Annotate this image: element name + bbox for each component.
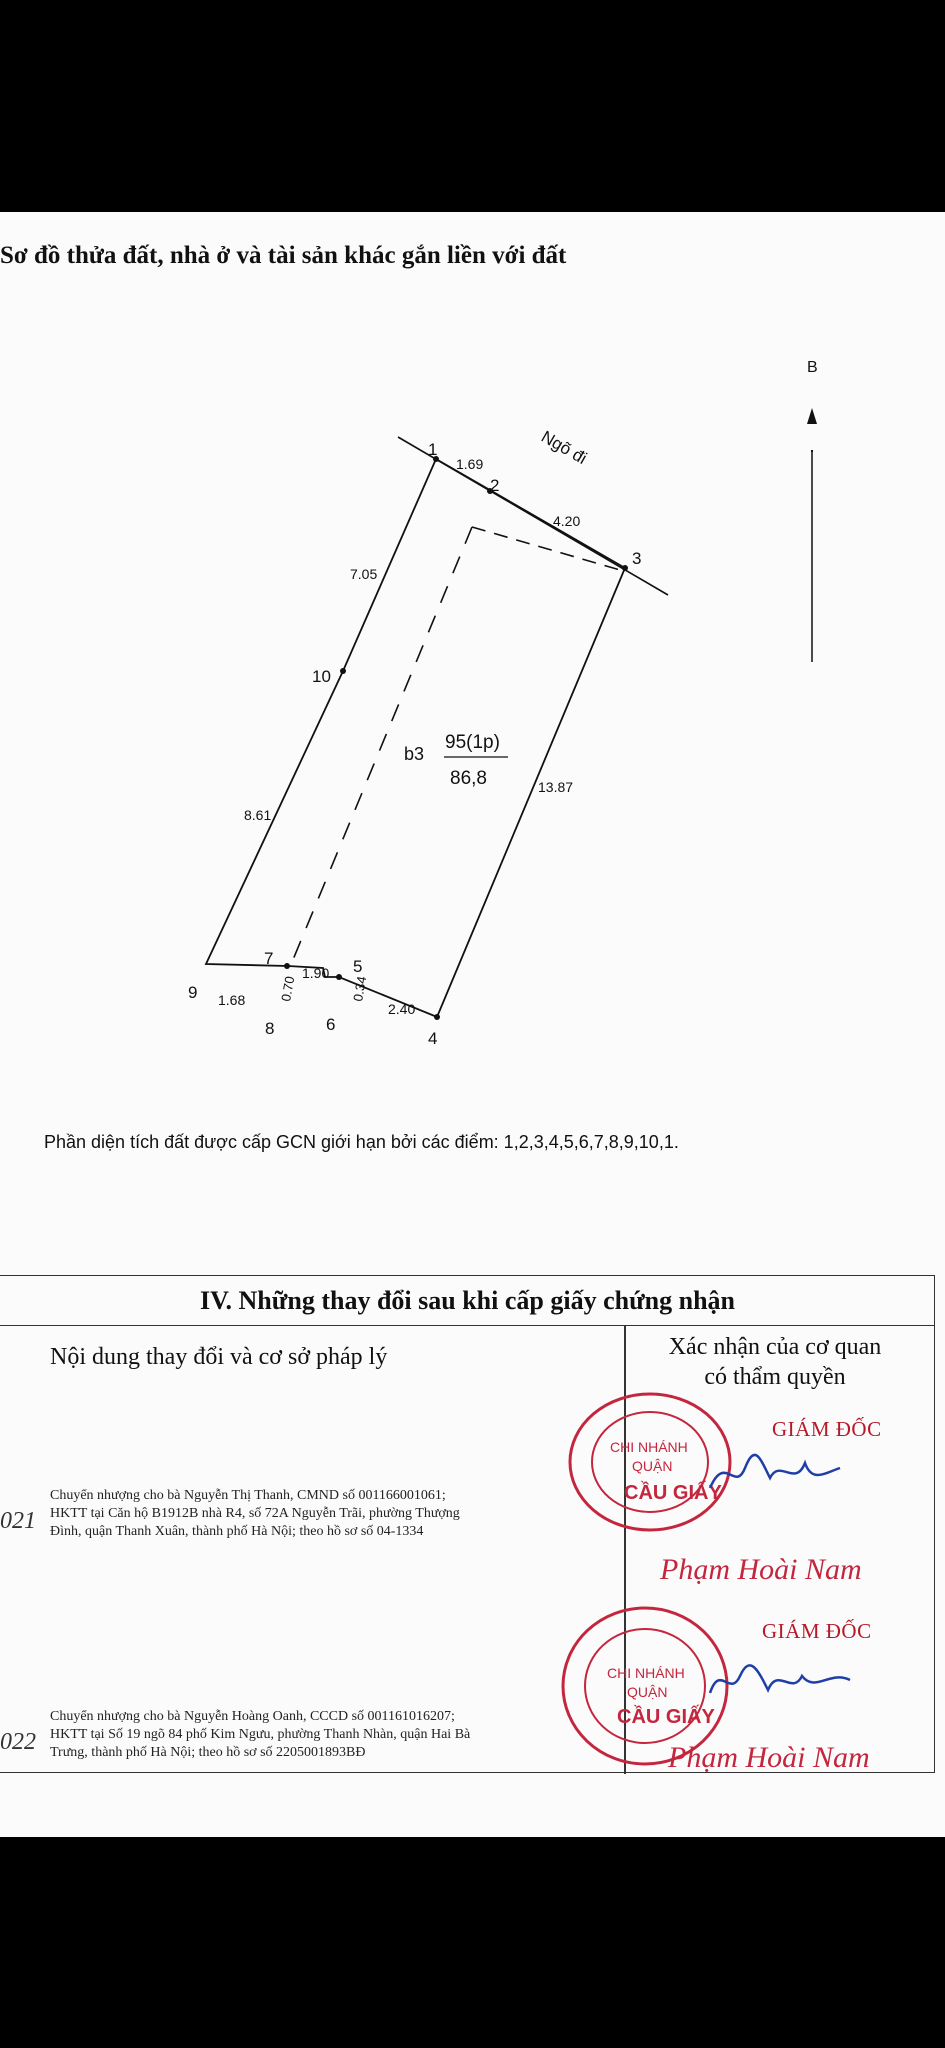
entry-2-year: 022	[0, 1729, 36, 1755]
boundary-points-note: Phần diện tích đất được cấp GCN giới hạn bởi các điểm: 1,2,3,4,5,6,7,8,9,10,1.	[44, 1132, 679, 1152]
entry-2-line3: Trưng, thành phố Hà Nội; theo hồ sơ số 2205001893BĐ	[50, 1745, 366, 1760]
point-label-7: 7	[264, 949, 274, 968]
section-4-title: IV. Những thay đổi sau khi cấp giấy chứng nhận	[0, 1276, 935, 1326]
length-5-6: 0.34	[350, 974, 370, 1003]
length-9-10: 8.61	[244, 807, 272, 823]
building-top-dashed	[472, 527, 620, 570]
point-label-6: 6	[326, 1015, 336, 1034]
column-header-confirmation	[625, 1332, 925, 1392]
point-label-3: 3	[632, 549, 642, 568]
length-3-4: 13.87	[538, 779, 574, 795]
parcel-area: 86,8	[450, 768, 487, 789]
entry-1-text	[50, 1487, 620, 1541]
entry-2-line2: HKTT tại Số 19 ngõ 84 phố Kim Ngưu, phường Thanh Nhàn, quận Hai Bà	[50, 1727, 471, 1742]
length-5-7: 1.90	[302, 965, 330, 981]
entry-2-signature	[700, 1658, 870, 1708]
length-10-1: 7.05	[350, 566, 378, 582]
point-label-5: 5	[353, 957, 363, 976]
point-label-9: 9	[188, 983, 198, 1002]
stamp-1-bot: CẦU GIẤY	[624, 1482, 722, 1504]
stamp-1-top: CHI NHÁNH	[610, 1439, 688, 1455]
length-4-5: 2.40	[388, 1001, 416, 1017]
road-label: Ngõ đi	[538, 427, 591, 469]
parcel-id: b3	[404, 744, 425, 764]
plot-map-title: Sơ đồ thửa đất, nhà ở và tài sản khác gắn liền với đất	[0, 242, 567, 269]
entry-2-signer-name: Phạm Hoài Nam	[668, 1741, 870, 1774]
confirmation-header-line2: có thẩm quyền	[704, 1364, 846, 1390]
point-label-10: 10	[312, 667, 331, 686]
length-7-8: 0.70	[278, 974, 298, 1003]
north-arrow	[807, 359, 818, 662]
changes-table	[0, 1275, 935, 1773]
entry-1-director-title: GIÁM ĐỐC	[772, 1417, 882, 1441]
length-1-2: 1.69	[456, 456, 484, 472]
point-label-1: 1	[428, 440, 438, 459]
stamp-2-mid: QUẬN	[627, 1684, 668, 1700]
north-label: B	[807, 359, 818, 376]
entry-1-signature	[700, 1448, 860, 1498]
entry-2-text	[50, 1708, 620, 1762]
document-page	[0, 212, 945, 1837]
entry-1-year: 021	[0, 1508, 36, 1534]
entry-1-line1: Chuyển nhượng cho bà Nguyễn Thị Thanh, CMND số 001166001061;	[50, 1488, 446, 1503]
entry-2-line1: Chuyển nhượng cho bà Nguyễn Hoàng Oanh, CCCD số 001161016207;	[50, 1709, 455, 1724]
entry-1-line2: HKTT tại Căn hộ B1912B nhà R4, số 72A Nguyễn Trãi, phường Thượng	[50, 1506, 460, 1521]
length-2-3: 4.20	[553, 513, 581, 529]
point-label-2: 2	[490, 476, 500, 495]
entry-2-director-title: GIÁM ĐỐC	[762, 1619, 872, 1643]
column-header-changes: Nội dung thay đổi và cơ sở pháp lý	[50, 1344, 388, 1370]
point-label-4: 4	[428, 1029, 438, 1048]
stamp-2-top: CHI NHÁNH	[607, 1665, 685, 1681]
point-label-8: 8	[265, 1019, 275, 1038]
stamp-2-bot: CẦU GIẤY	[617, 1706, 715, 1728]
length-8-9: 1.68	[218, 992, 246, 1008]
parcel-number: 95(1p)	[445, 732, 500, 753]
entry-1-line3: Đình, quận Thanh Xuân, thành phố Hà Nội; theo hồ sơ số 04-1334	[50, 1524, 424, 1539]
parcel-outline	[206, 459, 625, 1017]
confirmation-header-line1: Xác nhận của cơ quan	[668, 1334, 882, 1360]
stamp-1-mid: QUẬN	[632, 1458, 673, 1474]
entry-1-signer-name: Phạm Hoài Nam	[660, 1553, 862, 1586]
